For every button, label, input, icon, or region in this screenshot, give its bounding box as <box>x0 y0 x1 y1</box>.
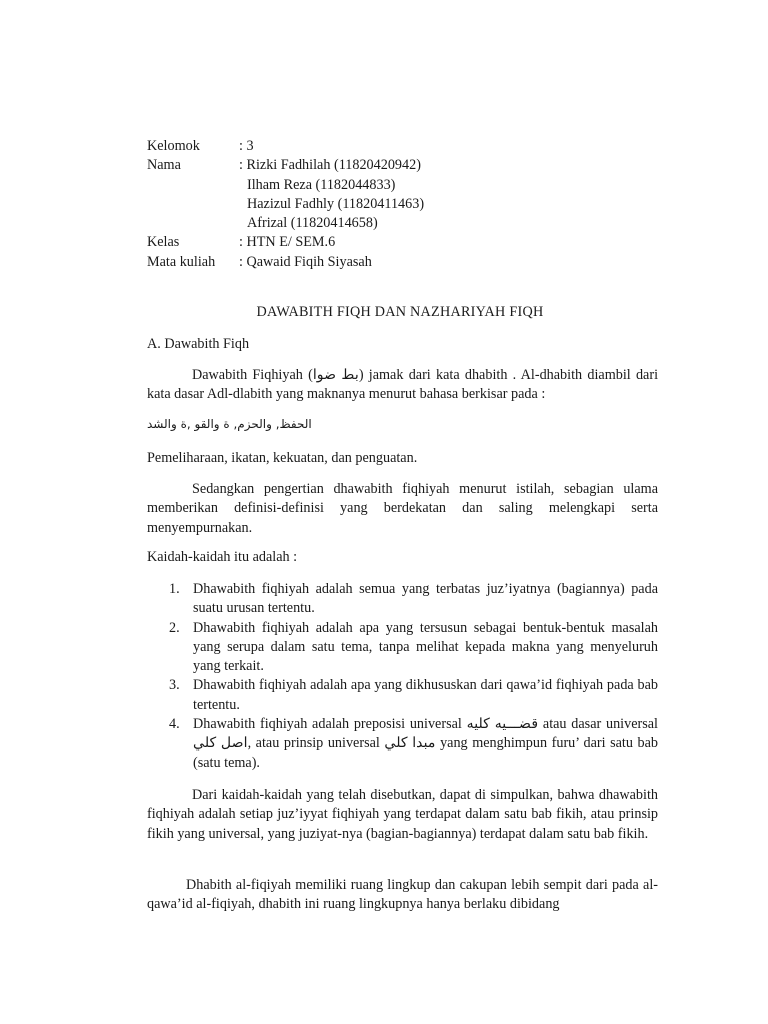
list-number: 3. <box>169 677 180 694</box>
nama-row <box>147 156 424 175</box>
kaidah-list <box>147 580 658 773</box>
paragraph-meaning: Pemeliharaan, ikatan, kekuatan, dan penguatan. <box>147 450 418 466</box>
list-number: 2. <box>169 619 180 636</box>
paragraph-conclusion: Dari kaidah-kaidah yang telah disebutkan, dapat di simpulkan, bahwa dhawabith fiqhiyah adalah setiap juz’iyyat fiqhiyah yang terdapat dalam satu bab fikih, atau prinsip fikih yang universal, yang juziyat-nya (bagian-bagiannya) terdapat dalam satu bab fikih. <box>147 787 658 842</box>
list-item <box>147 715 658 773</box>
arabic-line: الحفظ, والحزم, ة والقو ,ة والشد <box>147 417 312 431</box>
list-text: Dhawabith fiqhiyah adalah preposisi universal قضـــيه كليه atau dasar universal اصل كلي, atau prinsip universal مبدا كلي yang menghimpun furu’ dari satu bab (satu tema). <box>193 716 659 771</box>
member-name: Hazizul Fadhly (11820411463) <box>247 195 425 212</box>
kelas-label: Kelas <box>147 234 180 251</box>
list-text: Dhawabith fiqhiyah adalah apa yang dikhususkan dari qawa’id fiqhiyah pada bab tertentu. <box>193 677 658 713</box>
kelas-row <box>147 233 424 252</box>
student-info <box>147 137 424 272</box>
list-text: Dhawabith fiqhiyah adalah semua yang terbatas juz’iyatnya (bagiannya) pada suatu urusan tertentu. <box>193 581 658 617</box>
kelompok-value: : 3 <box>239 138 254 154</box>
paragraph-scope: Dhabith al-fiqiyah memiliki ruang lingkup dan cakupan lebih sempit dari pada al-qawa’id al-fiqiyah, dhabith ini ruang lingkupnya hanya berlaku dibidang <box>147 877 658 913</box>
paragraph-kaidah-intro: Kaidah-kaidah itu adalah : <box>147 549 298 565</box>
nama-label: Nama <box>147 157 181 174</box>
paragraph-terminology: Sedangkan pengertian dhawabith fiqhiyah menurut istilah, sebagian ulama memberikan definisi-definisi yang berdekatan dan saling melengkapi serta menyempurnakan. <box>147 481 658 536</box>
list-item <box>147 619 658 677</box>
matkul-label: Mata kuliah <box>147 253 216 270</box>
member-name: Ilham Reza (1182044833) <box>247 176 396 193</box>
nama-value: : Rizki Fadhilah (11820420942) <box>239 157 421 174</box>
kelompok-row <box>147 137 424 156</box>
list-text: Dhawabith fiqhiyah adalah apa yang tersusun sebagai bentuk-bentuk masalah yang serupa dalam satu tema, tanpa melihat kepada makna yang menyeluruh yang terkait. <box>193 619 658 675</box>
paragraph-definition: Dawabith Fiqhiyah (بط ضوا) jamak dari kata dhabith . Al-dhabith diambil dari kata dasar Adl-dlabith yang maknanya menurut bahasa berkisar pada : <box>147 367 659 403</box>
matkul-value: : Qawaid Fiqih Siyasah <box>239 253 372 270</box>
kelas-value: : HTN E/ SEM.6 <box>239 234 336 251</box>
matkul-row <box>147 253 424 272</box>
kelompok-label: Kelomok <box>147 138 200 154</box>
list-item <box>147 580 658 619</box>
list-item <box>147 676 658 715</box>
list-number: 1. <box>169 581 180 597</box>
list-number: 4. <box>169 716 180 733</box>
document-title: DAWABITH FIQH DAN NAZHARIYAH FIQH <box>256 304 544 320</box>
member-name: Afrizal (11820414658) <box>247 215 378 232</box>
section-heading: A. Dawabith Fiqh <box>147 336 250 352</box>
